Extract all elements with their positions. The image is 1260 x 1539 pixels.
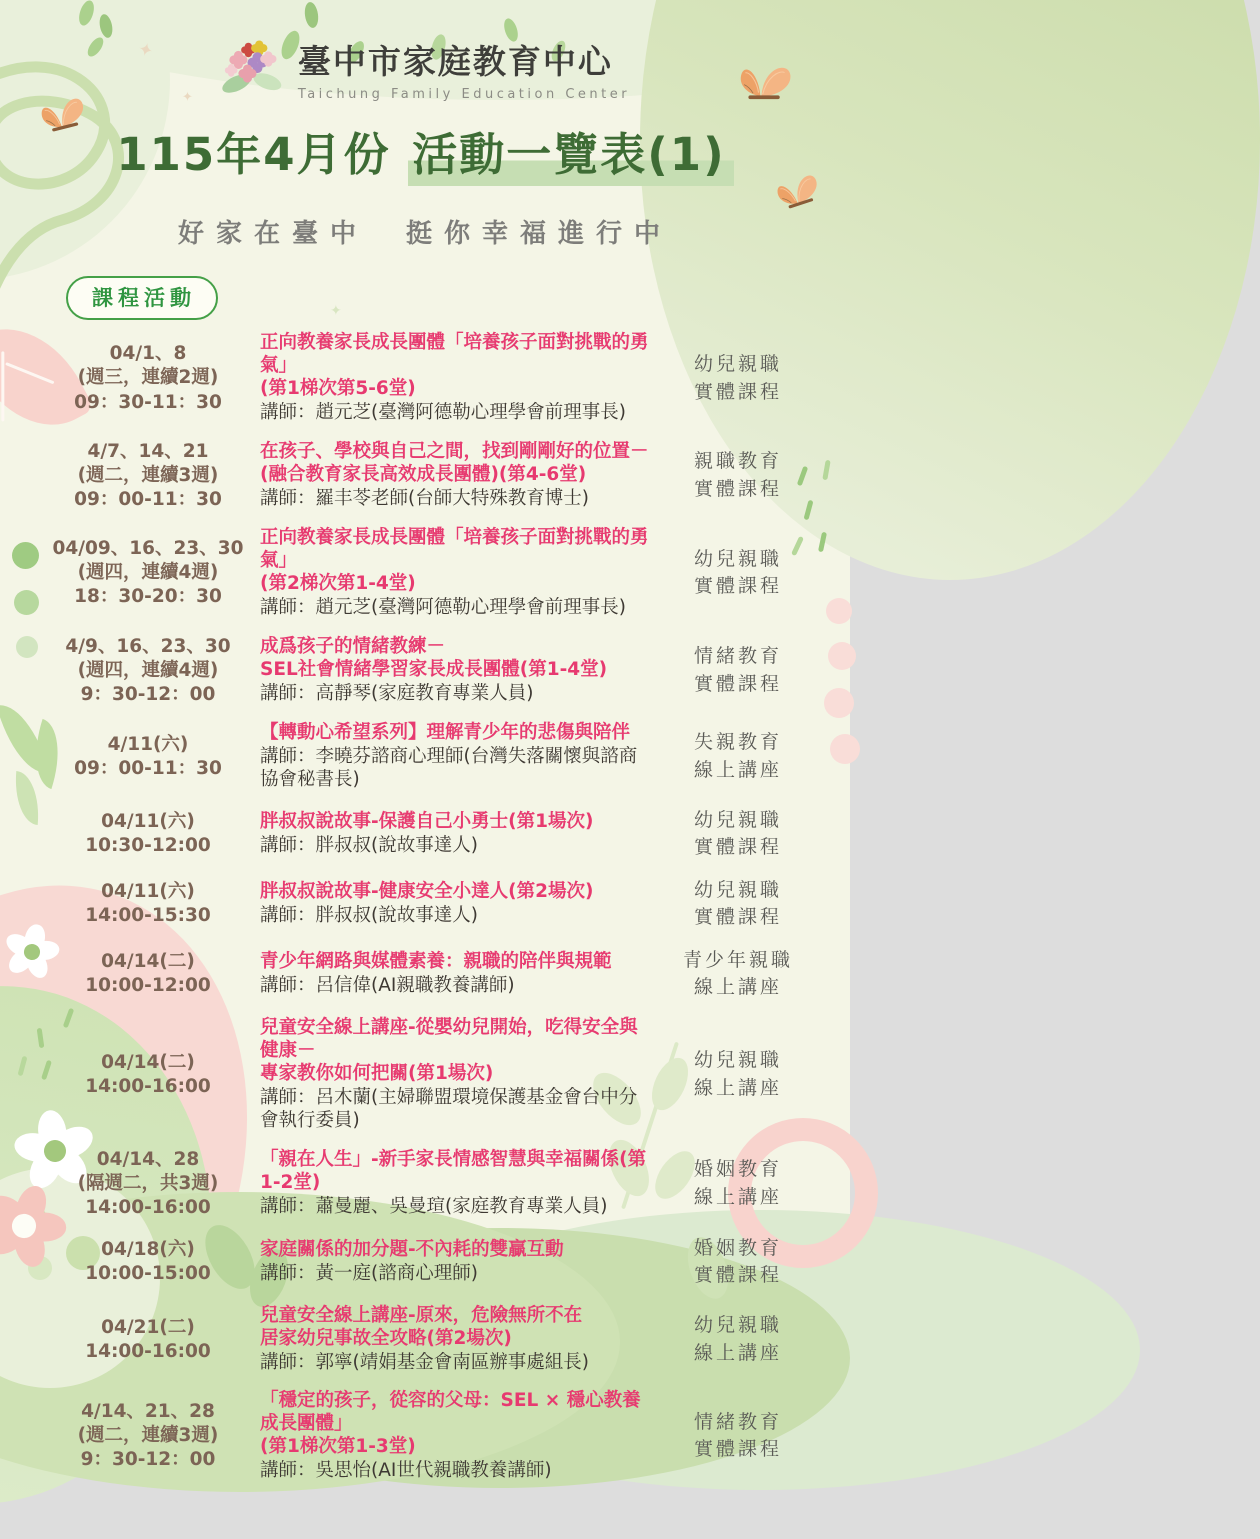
event-title: 「親在人生」-新手家長情感智慧與幸福關係(第1-2堂) <box>260 1148 647 1193</box>
event-speaker: 講師：趙元芝(臺灣阿德勒心理學會前理事長) <box>260 596 626 618</box>
event-speaker: 講師：呂信偉(AI親職教養講師) <box>260 974 515 996</box>
event-date: 04/14(二) 14:00-16:00 <box>85 1051 211 1097</box>
event-category: 青少年親職 線上講座 <box>682 948 793 999</box>
event-category: 幼兒親職 線上講座 <box>693 1049 782 1099</box>
sparkle-icon: ✦ <box>135 38 156 63</box>
event-date: 04/21(二) 14:00-16:00 <box>85 1316 211 1362</box>
event-details <box>260 951 650 998</box>
event-details <box>260 527 650 620</box>
event-speaker: 講師：吳思怡(AI世代親職教養講師) <box>260 1459 552 1481</box>
event-title: 兒童安全線上講座-從嬰幼兒開始，吃得安全與健康－ 專家教你如何把關(第1場次) <box>260 1017 638 1084</box>
event-speaker: 講師：羅丰苓老師(台師大特殊教育博士) <box>260 487 589 509</box>
event-title: 在孩子、學校與自己之間，找到剛剛好的位置－ (融合教育家長高效成長團體)(第4-6堂) <box>260 441 649 485</box>
event-speaker: 講師：胖叔叔(說故事達人) <box>260 834 478 856</box>
page-subtitle: 好家在臺中 挺你幸福進行中 <box>177 219 672 250</box>
event-details <box>260 811 650 858</box>
event-speaker: 講師：蕭曼麗、吳曼瑄(家庭教育專業人員) <box>260 1195 608 1217</box>
event-title: 兒童安全線上講座-原來，危險無所不在 居家幼兒事故全攻略(第2場次) <box>260 1304 583 1349</box>
event-category: 幼兒親職 實體課程 <box>693 547 782 598</box>
event-title: 胖叔叔說故事-健康安全小達人(第2場次) <box>260 880 594 902</box>
event-details <box>260 441 650 511</box>
header-logo-row <box>0 0 850 102</box>
org-name-english: Taichung Family Education Center <box>297 87 631 102</box>
event-details <box>260 1149 650 1219</box>
event-row <box>48 525 814 622</box>
event-row <box>48 1146 814 1222</box>
event-speaker: 講師：李曉芬諮商心理師(台灣失落關懷與諮商協會秘書長) <box>260 745 638 790</box>
center-logo-flowers-icon <box>220 40 284 98</box>
event-date: 4/9、16、23、30 (週四，連續4週) 9：30-12：00 <box>65 635 231 705</box>
event-speaker: 講師：高靜琴(家庭教育專業人員) <box>260 682 534 704</box>
event-title: 胖叔叔說故事-保護自己小勇士(第1場次) <box>260 810 594 832</box>
event-row <box>48 720 814 794</box>
event-row <box>48 1303 814 1377</box>
event-row <box>48 1388 814 1485</box>
event-date: 4/14、21、28 (週二，連續3週) 9：30-12：00 <box>77 1401 219 1471</box>
event-speaker: 講師：趙元芝(臺灣阿德勒心理學會前理事長) <box>260 401 626 423</box>
event-category: 幼兒親職 實體課程 <box>693 352 782 403</box>
event-date: 04/1、8 (週三，連續2週) 09：30-11：30 <box>74 343 222 413</box>
sparkle-icon: ✦ <box>330 303 342 319</box>
event-title: 正向教養家長成長團體「培養孩子面對挑戰的勇氣」 (第1梯次第5-6堂) <box>260 332 649 400</box>
event-details <box>260 1390 650 1483</box>
event-date: 4/7、14、21 (週二，連續3週) 09：00-11：30 <box>74 440 222 510</box>
page-title-prefix: 115年4月份 <box>116 128 409 181</box>
event-row <box>48 633 814 709</box>
event-speaker: 講師：胖叔叔(說故事達人) <box>260 904 478 926</box>
page-title-highlight: 活動一覽表(1) <box>408 128 733 186</box>
page-title <box>0 118 850 183</box>
event-category: 幼兒親職 線上講座 <box>693 1314 782 1364</box>
event-category: 婚姻教育 線上講座 <box>693 1158 782 1208</box>
event-title: 正向教養家長成長團體「培養孩子面對挑戰的勇氣」 (第2梯次第1-4堂) <box>260 527 649 594</box>
event-row <box>48 945 814 1004</box>
event-speaker: 講師：黃一庭(諮商心理師) <box>260 1262 478 1284</box>
event-row <box>48 1233 814 1292</box>
sparkle-icon: ✦ <box>182 90 193 105</box>
event-row <box>48 805 814 864</box>
event-details <box>260 1305 650 1375</box>
event-title: 青少年網路與媒體素養：親職的陪伴與規範 <box>260 951 612 973</box>
event-title: 家庭關係的加分題-不內耗的雙贏互動 <box>260 1238 564 1260</box>
event-date: 04/11(六) 10:30-12:00 <box>85 811 211 857</box>
event-category: 幼兒親職 實體課程 <box>693 808 782 859</box>
event-speaker: 講師：呂木蘭(主婦聯盟環境保護基金會台中分會執行委員) <box>260 1086 638 1131</box>
event-title: 「穩定的孩子，從容的父母：SEL × 穩心教養成長團體」 (第1梯次第1-3堂) <box>260 1389 641 1457</box>
event-category: 情緒教育 實體課程 <box>693 645 782 695</box>
org-name-block <box>298 36 630 102</box>
event-details <box>260 722 650 792</box>
event-details <box>260 636 650 706</box>
event-details <box>260 332 650 425</box>
event-date: 4/11(六) 09：00-11：30 <box>74 733 222 779</box>
event-row <box>48 1015 814 1135</box>
event-details <box>260 1239 650 1286</box>
event-date: 04/18(六) 10:00-15:00 <box>85 1239 211 1285</box>
event-details <box>260 1017 650 1133</box>
event-speaker: 講師：郭寧(靖娟基金會南區辦事處組長) <box>260 1351 589 1373</box>
event-details <box>260 881 650 928</box>
event-category: 親職教育 實體課程 <box>693 450 782 500</box>
event-date: 04/09、16、23、30 (週四，連續4週) 18：30-20：30 <box>52 538 244 608</box>
event-row <box>48 875 814 934</box>
section-badge-course-activities: 課程活動 <box>66 276 218 320</box>
event-date: 04/11(六) 14:00-15:30 <box>85 881 211 927</box>
event-title: 成爲孩子的情緒教練－ SEL社會情緒學習家長成長團體(第1-4堂) <box>260 635 608 680</box>
event-category: 情緒教育 實體課程 <box>693 1410 782 1461</box>
events-list <box>0 330 850 1484</box>
event-category: 幼兒親職 實體課程 <box>693 878 782 929</box>
event-row <box>48 438 814 514</box>
org-name: 臺中市家庭教育中心 <box>297 42 613 81</box>
event-row <box>48 330 814 427</box>
event-category: 婚姻教育 實體課程 <box>693 1236 782 1287</box>
event-date: 04/14(二) 10:00-12:00 <box>85 951 211 997</box>
event-title: 【轉動心希望系列】理解青少年的悲傷與陪伴 <box>260 721 631 743</box>
event-category: 失親教育 線上講座 <box>693 731 782 781</box>
event-date: 04/14、28 (隔週二，共3週) 14:00-16:00 <box>77 1148 219 1218</box>
